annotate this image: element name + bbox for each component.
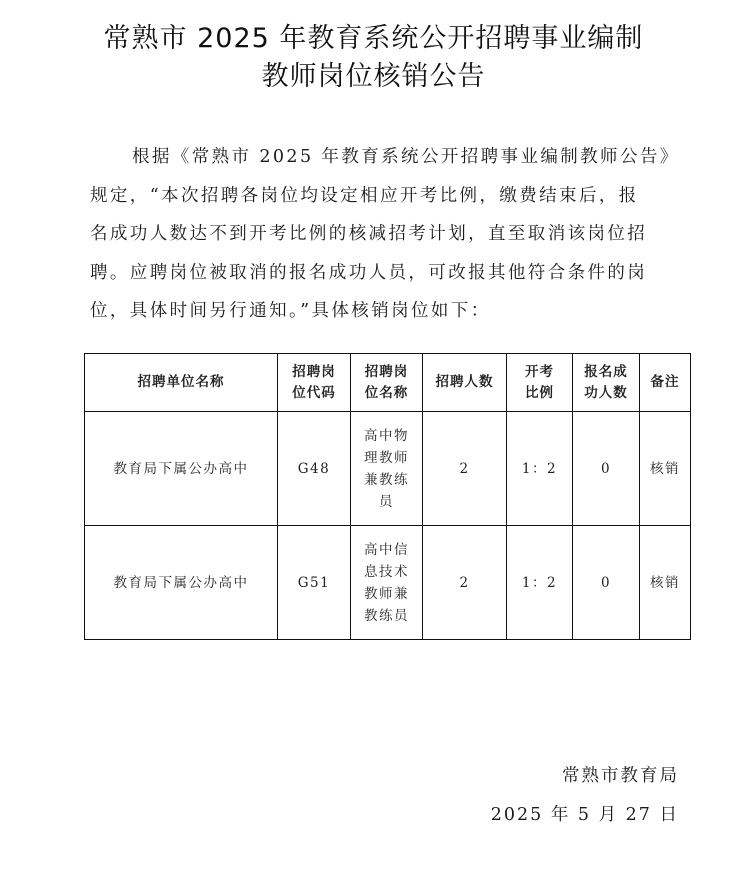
- cell-unit-name: 教育局下属公办高中: [85, 412, 278, 526]
- cancelled-positions-table: [84, 353, 691, 640]
- signature-date: 2025 年 5 月 27 日: [490, 805, 679, 825]
- cell-exam-ratio: 1：2: [507, 412, 573, 526]
- header-post-code: 招聘岗位代码: [278, 354, 351, 412]
- paragraph-line-3: 名成功人数达不到开考比例的核减招考计划，直至取消该岗位招: [90, 224, 648, 244]
- cell-remarks: 核销: [640, 526, 691, 640]
- table-row: [85, 412, 691, 526]
- cell-exam-ratio: 1：2: [507, 526, 573, 640]
- cell-post-name: 高中物理教师兼教练员: [351, 412, 423, 526]
- cell-post-code: G48: [278, 412, 351, 526]
- header-hire-count: 招聘人数: [423, 354, 507, 412]
- cell-post-name: 高中信息技术教师兼教练员: [351, 526, 423, 640]
- table-row: [85, 526, 691, 640]
- header-post-name: 招聘岗位名称: [351, 354, 423, 412]
- header-exam-ratio: 开考比例: [507, 354, 573, 412]
- cell-hire-count: 2: [423, 526, 507, 640]
- header-applied-count: 报名成功人数: [573, 354, 640, 412]
- signature-organization: 常熟市教育局: [562, 766, 679, 786]
- header-remarks: 备注: [640, 354, 691, 412]
- cell-hire-count: 2: [423, 412, 507, 526]
- cell-remarks: 核销: [640, 412, 691, 526]
- title-line-1: 常熟市 2025 年教育系统公开招聘事业编制: [103, 23, 644, 54]
- paragraph-line-5: 位，具体时间另行通知。”具体核销岗位如下：: [90, 301, 491, 321]
- body-paragraph: [90, 138, 690, 331]
- table-header-row: [85, 354, 691, 412]
- header-unit-name: 招聘单位名称: [85, 354, 278, 412]
- paragraph-line-4: 聘。应聘岗位被取消的报名成功人员，可改报其他符合条件的岗: [90, 262, 648, 283]
- paragraph-line-2: 规定，“本次招聘各岗位均设定相应开考比例，缴费结束后，报: [90, 185, 639, 206]
- paragraph-line-1: 根据《常熟市 2025 年教育系统公开招聘事业编制教师公告》: [132, 147, 680, 167]
- cell-applied-count: 0: [573, 526, 640, 640]
- cell-unit-name: 教育局下属公办高中: [85, 526, 278, 640]
- cell-post-code: G51: [278, 526, 351, 640]
- title-line-2: 教师岗位核销公告: [261, 61, 486, 92]
- cell-applied-count: 0: [573, 412, 640, 526]
